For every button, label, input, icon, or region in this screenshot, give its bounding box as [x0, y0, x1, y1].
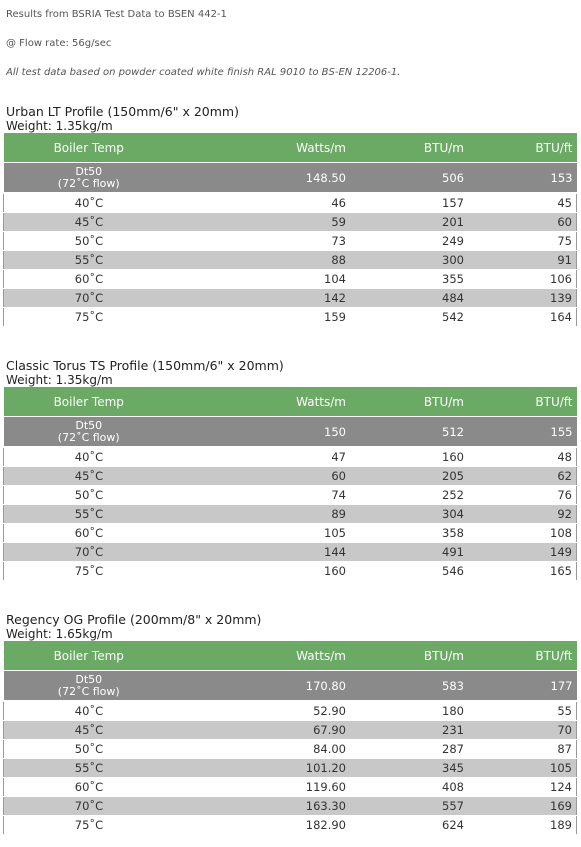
column-header: BTU/ft — [468, 133, 577, 163]
table-cell: 75˚C — [4, 816, 175, 835]
profile-weight: Weight: 1.35kg/m — [6, 373, 113, 387]
column-header: Watts/m — [174, 641, 350, 671]
table-row — [4, 251, 577, 270]
column-header: Boiler Temp — [4, 133, 175, 163]
table-cell: 40˚C — [4, 193, 175, 213]
table-cell: 142 — [174, 289, 350, 308]
dt50-btu-m: 583 — [350, 671, 468, 702]
table-cell: 89 — [174, 505, 350, 524]
column-header: Boiler Temp — [4, 641, 175, 671]
dt50-btu-ft: 155 — [468, 417, 577, 448]
table-cell: 67.90 — [174, 721, 350, 740]
table-cell: 59 — [174, 213, 350, 232]
table-row — [4, 797, 577, 816]
dt50-row — [4, 163, 577, 194]
table-cell: 358 — [350, 524, 468, 543]
column-header: BTU/m — [350, 387, 468, 417]
table-row — [4, 543, 577, 562]
profile-title: Urban LT Profile (150mm/6" x 20mm) — [6, 104, 239, 119]
table-row — [4, 740, 577, 759]
table-cell: 75 — [468, 232, 577, 251]
table-row — [4, 721, 577, 740]
dt50-label-flow: (72˚C flow) — [57, 176, 120, 190]
table-cell: 70˚C — [4, 289, 175, 308]
source-note: Results from BSRIA Test Data to BSEN 442-1 — [6, 9, 227, 20]
table-cell: 252 — [350, 486, 468, 505]
profile-weight: Weight: 1.35kg/m — [6, 119, 113, 133]
table-cell: 87 — [468, 740, 577, 759]
table-row — [4, 232, 577, 251]
dt50-label-main: Dt50 — [75, 418, 103, 432]
table-cell: 62 — [468, 467, 577, 486]
table-cell: 205 — [350, 467, 468, 486]
output-table — [3, 641, 577, 835]
profile-title: Regency OG Profile (200mm/8" x 20mm) — [6, 612, 262, 627]
table-row — [4, 562, 577, 581]
table-cell: 287 — [350, 740, 468, 759]
table-cell: 201 — [350, 213, 468, 232]
table-cell: 157 — [350, 193, 468, 213]
table-cell: 60˚C — [4, 778, 175, 797]
profile-weight: Weight: 1.65kg/m — [6, 627, 113, 641]
table-cell: 70˚C — [4, 543, 175, 562]
finish-note: All test data based on powder coated white finish RAL 9010 to BS-EN 12206-1. — [6, 67, 401, 78]
table-cell: 119.60 — [174, 778, 350, 797]
table-row — [4, 467, 577, 486]
dt50-watts: 170.80 — [174, 671, 350, 702]
profile-title: Classic Torus TS Profile (150mm/6" x 20mm) — [6, 358, 284, 373]
table-cell: 55˚C — [4, 759, 175, 778]
table-cell: 124 — [468, 778, 577, 797]
table-row — [4, 486, 577, 505]
table-cell: 546 — [350, 562, 468, 581]
table-cell: 45 — [468, 193, 577, 213]
table-cell: 75˚C — [4, 308, 175, 327]
column-header: BTU/ft — [468, 387, 577, 417]
table-cell: 104 — [174, 270, 350, 289]
table-row — [4, 778, 577, 797]
table-cell: 91 — [468, 251, 577, 270]
table-cell: 60˚C — [4, 524, 175, 543]
dt50-btu-m: 512 — [350, 417, 468, 448]
output-table — [3, 133, 577, 327]
table-cell: 105 — [468, 759, 577, 778]
table-cell: 139 — [468, 289, 577, 308]
dt50-label-main: Dt50 — [75, 672, 103, 686]
column-header: Watts/m — [174, 133, 350, 163]
table-cell: 491 — [350, 543, 468, 562]
dt50-btu-m: 506 — [350, 163, 468, 194]
table-cell: 48 — [468, 447, 577, 467]
table-row — [4, 816, 577, 835]
dt50-label — [4, 671, 175, 702]
dt50-row — [4, 417, 577, 448]
table-row — [4, 759, 577, 778]
table-cell: 164 — [468, 308, 577, 327]
table-cell: 149 — [468, 543, 577, 562]
table-cell: 159 — [174, 308, 350, 327]
table-cell: 165 — [468, 562, 577, 581]
table-row — [4, 289, 577, 308]
table-header-row — [4, 387, 577, 417]
dt50-label — [4, 417, 175, 448]
table-header-row — [4, 133, 577, 163]
table-cell: 169 — [468, 797, 577, 816]
dt50-label-flow: (72˚C flow) — [57, 684, 120, 698]
table-cell: 624 — [350, 816, 468, 835]
table-cell: 40˚C — [4, 701, 175, 721]
output-table — [3, 387, 577, 581]
table-cell: 300 — [350, 251, 468, 270]
table-cell: 355 — [350, 270, 468, 289]
table-cell: 73 — [174, 232, 350, 251]
table-cell: 55 — [468, 701, 577, 721]
table-cell: 40˚C — [4, 447, 175, 467]
table-cell: 106 — [468, 270, 577, 289]
dt50-watts: 148.50 — [174, 163, 350, 194]
table-cell: 484 — [350, 289, 468, 308]
column-header: BTU/ft — [468, 641, 577, 671]
table-row — [4, 193, 577, 213]
table-cell: 45˚C — [4, 721, 175, 740]
table-cell: 92 — [468, 505, 577, 524]
table-cell: 70˚C — [4, 797, 175, 816]
table-cell: 160 — [350, 447, 468, 467]
column-header: BTU/m — [350, 641, 468, 671]
table-cell: 144 — [174, 543, 350, 562]
table-row — [4, 505, 577, 524]
table-cell: 160 — [174, 562, 350, 581]
dt50-label — [4, 163, 175, 194]
table-cell: 50˚C — [4, 740, 175, 759]
table-header-row — [4, 641, 577, 671]
flow-rate-note: @ Flow rate: 56g/sec — [6, 38, 112, 49]
table-cell: 345 — [350, 759, 468, 778]
table-cell: 46 — [174, 193, 350, 213]
table-row — [4, 524, 577, 543]
table-cell: 304 — [350, 505, 468, 524]
table-cell: 50˚C — [4, 486, 175, 505]
table-cell: 60˚C — [4, 270, 175, 289]
table-cell: 557 — [350, 797, 468, 816]
table-cell: 50˚C — [4, 232, 175, 251]
table-cell: 74 — [174, 486, 350, 505]
table-cell: 47 — [174, 447, 350, 467]
dt50-label-main: Dt50 — [75, 164, 103, 178]
table-row — [4, 308, 577, 327]
table-cell: 249 — [350, 232, 468, 251]
table-cell: 88 — [174, 251, 350, 270]
dt50-label-flow: (72˚C flow) — [57, 430, 120, 444]
table-cell: 75˚C — [4, 562, 175, 581]
table-cell: 408 — [350, 778, 468, 797]
table-cell: 55˚C — [4, 251, 175, 270]
table-cell: 60 — [174, 467, 350, 486]
table-cell: 101.20 — [174, 759, 350, 778]
table-cell: 542 — [350, 308, 468, 327]
dt50-btu-ft: 177 — [468, 671, 577, 702]
table-cell: 52.90 — [174, 701, 350, 721]
table-cell: 84.00 — [174, 740, 350, 759]
table-cell: 70 — [468, 721, 577, 740]
column-header: Boiler Temp — [4, 387, 175, 417]
table-cell: 45˚C — [4, 213, 175, 232]
dt50-watts: 150 — [174, 417, 350, 448]
table-cell: 76 — [468, 486, 577, 505]
table-row — [4, 270, 577, 289]
table-cell: 55˚C — [4, 505, 175, 524]
table-cell: 45˚C — [4, 467, 175, 486]
table-cell: 180 — [350, 701, 468, 721]
table-cell: 163.30 — [174, 797, 350, 816]
dt50-row — [4, 671, 577, 702]
dt50-btu-ft: 153 — [468, 163, 577, 194]
table-cell: 231 — [350, 721, 468, 740]
table-cell: 189 — [468, 816, 577, 835]
table-row — [4, 213, 577, 232]
table-row — [4, 447, 577, 467]
table-cell: 182.90 — [174, 816, 350, 835]
column-header: Watts/m — [174, 387, 350, 417]
table-cell: 105 — [174, 524, 350, 543]
table-cell: 60 — [468, 213, 577, 232]
table-row — [4, 701, 577, 721]
table-cell: 108 — [468, 524, 577, 543]
column-header: BTU/m — [350, 133, 468, 163]
